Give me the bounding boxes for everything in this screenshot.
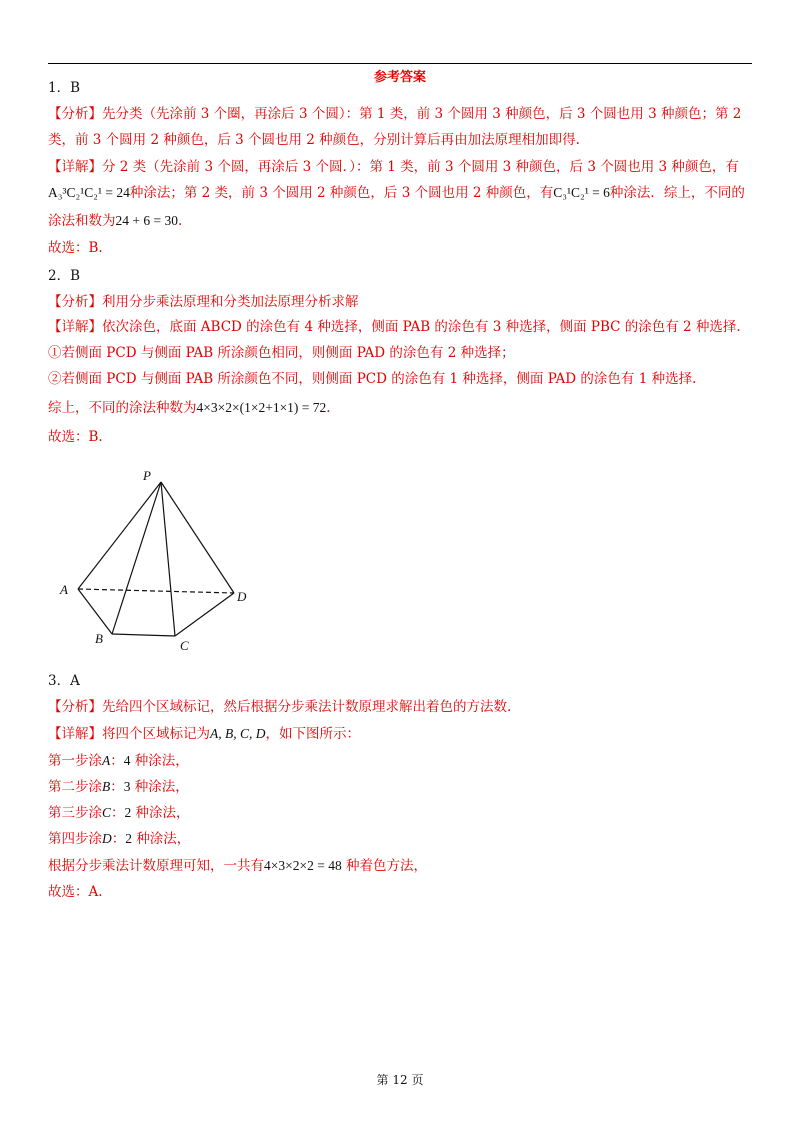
page-number: 第 12 页 [376, 1073, 424, 1087]
vertex-label-B: B [95, 631, 103, 646]
q3-formula-total: 4×3×2×2 = 48 [264, 858, 342, 873]
q3-step3-suffix: 种涂法， [131, 805, 190, 821]
edge-CD [175, 593, 234, 636]
q3-step1-num: 4 [123, 753, 131, 768]
q1-analysis-line1: 【分析】先分类（先涂前 3 个圈，再涂后 3 个圆）：第 1 类，前 3 个圆用 3 种颜色，后 3 个圆也用 3 种颜色；第 2 [48, 106, 742, 122]
page-title: 参考答案 [373, 70, 426, 85]
q3-step3-prefix: 第三步涂 [48, 805, 102, 821]
edge-PD [161, 482, 234, 593]
q3-step3-colon: ： [111, 805, 125, 821]
q3-step1-var: A [102, 753, 111, 768]
q1-head: 1．B [48, 80, 81, 96]
edge-AB [78, 589, 112, 634]
q3-step1-prefix: 第一步涂 [48, 753, 102, 769]
q3-step2-colon: ： [110, 779, 124, 795]
edge-PB [112, 482, 161, 634]
q2-detail-line1: 【详解】依次涂色，底面 ABCD 的涂色有 4 种选择，侧面 PAB 的涂色有 3 种选择，侧面 PBC 的涂色有 2 种选择. [48, 319, 741, 335]
q3-conclusion [48, 856, 752, 876]
q1-formula-count2: C₃¹C₂¹ = 6 [553, 185, 610, 200]
q3-detail-text: 【详解】将四个区域标记为 [48, 726, 210, 742]
q3-step4 [48, 829, 752, 849]
q3-step2 [48, 777, 752, 797]
q3-step4-var: D [102, 831, 112, 846]
q2-case2: ②若侧面 PCD 与侧面 PAB 所涂颜色不同，则侧面 PCD 的涂色有 1 种选择，侧面 PAD 的涂色有 1 种选择. [48, 371, 697, 387]
q3-step2-var: B [102, 779, 111, 794]
vertex-label-P: P [143, 468, 151, 483]
q3-step2-suffix: 种涂法， [130, 779, 189, 795]
q3-step1-colon: ： [110, 753, 124, 769]
q3-analysis: 【分析】先给四个区域标记，然后根据分步乘法计数原理求解出着色的方法数. [48, 699, 512, 715]
q1-answer: 故选：B. [48, 240, 103, 256]
q3-conclusion-end: 种着色方法， [341, 858, 428, 874]
edge-AD-hidden [78, 589, 234, 593]
q3-answer: 故选：A. [48, 884, 103, 900]
vertex-label-D: D [237, 589, 247, 604]
q3-step1 [48, 751, 752, 771]
q1-detail-line1: 【详解】分 2 类（先涂前 3 个圆，再涂后 3 个圆．）：第 1 类，前 3 个圆用 3 种颜色，后 3 个圆也用 3 种颜色，有 [48, 159, 739, 175]
edge-BC [112, 634, 175, 636]
q2-formula-total: 4×3×2×(1×2+1×1) = 72 [196, 400, 327, 415]
q2-summary-text: 综上，不同的涂法种数为 [48, 400, 197, 416]
q1-detail-line2-text2: 种涂法．综上，不同的 [609, 185, 745, 201]
vertex-label-C: C [180, 638, 189, 653]
q3-step4-prefix: 第四步涂 [48, 831, 102, 847]
q3-conclusion-text: 根据分步乘法计数原理可知，一共有 [48, 858, 264, 874]
q3-step2-num: 3 [123, 779, 131, 794]
vertex-label-A: A [60, 582, 68, 597]
q3-region-labels: A, B, C, D [210, 726, 266, 741]
q1-detail-line2-text1: 种涂法；第 2 类，前 3 个圆用 2 种颜色，后 3 个圆也用 2 种颜色，有 [129, 185, 554, 201]
q3-head: 3．A [48, 673, 80, 689]
q2-analysis: 【分析】利用分步乘法原理和分类加法原理分析求解 [48, 294, 359, 310]
q2-case1: ①若侧面 PCD 与侧面 PAB 所涂颜色相同，则侧面 PAD 的涂色有 2 种选择； [48, 345, 515, 361]
q3-step1-suffix: 种涂法， [130, 753, 189, 769]
q2-answer: 故选：B. [48, 429, 103, 445]
q1-formula-total: 24 + 6 = 30 [115, 213, 178, 228]
q3-step3 [48, 803, 752, 823]
q1-formula-count1: A₃³C₂¹C₂¹ = 24 [48, 185, 130, 200]
q3-step4-num: 2 [125, 831, 132, 846]
q1-detail-line3-end: . [177, 213, 183, 229]
edge-PA [78, 482, 161, 589]
q1-detail-line3-text: 涂法和数为 [48, 213, 116, 229]
q3-step4-colon: ： [111, 831, 126, 847]
q3-detail [48, 724, 752, 744]
q2-summary-end: . [326, 400, 331, 416]
q3-step2-prefix: 第二步涂 [48, 779, 102, 795]
edge-PC [161, 482, 175, 636]
q3-step4-suffix: 种涂法， [132, 831, 191, 847]
q3-step3-var: C [102, 805, 112, 820]
q1-analysis-line2: 类，前 3 个圆用 2 种颜色，后 3 个圆也用 2 种颜色，分别计算后再由加法原理相加即得. [48, 132, 580, 148]
q3-detail-end: ，如下图所示： [265, 726, 360, 742]
q2-head: 2．B [48, 268, 81, 284]
q3-step3-num: 2 [124, 805, 132, 820]
